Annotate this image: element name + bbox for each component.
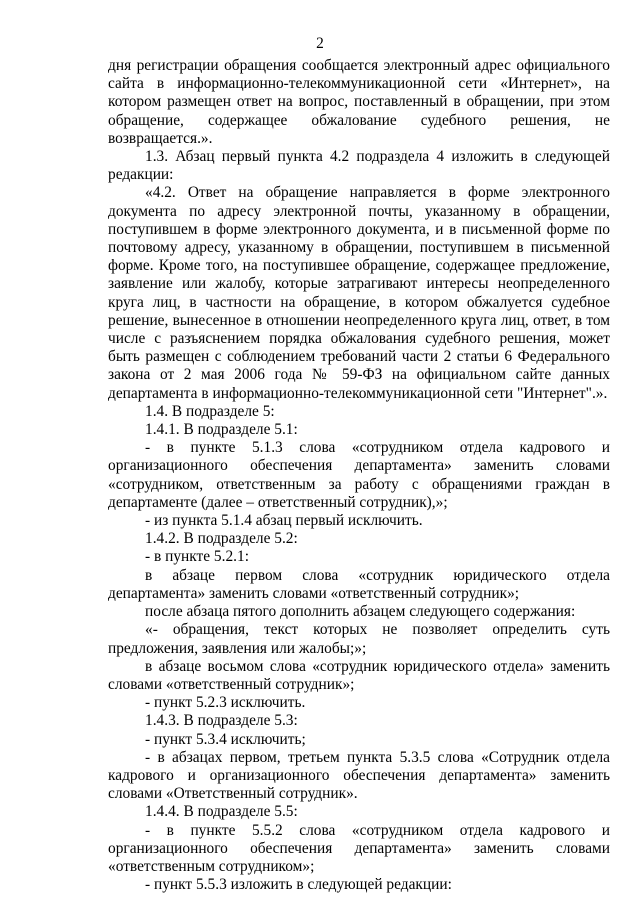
page-number: 2 [316, 35, 324, 52]
paragraph: 1.4. В подразделе 5: [145, 402, 275, 420]
paragraph: «- обращения, текст которых не позволяет определить суть предложения, заявления или жалобы;»; [108, 621, 610, 657]
paragraph: 1.4.4. В подразделе 5.5: [145, 803, 298, 821]
paragraph: - пункт 5.3.4 исключить; [145, 730, 306, 748]
paragraph: - в абзацах первом, третьем пункта 5.3.5 слова «Сотрудник отдела кадрового и организационного обеспечения департамента» заменить словами «Ответственный сотрудник». [108, 748, 610, 803]
paragraph: 1.4.2. В подразделе 5.2: [145, 530, 298, 548]
document-body [108, 57, 610, 894]
paragraph: - пункт 5.5.3 изложить в следующей редакции: [145, 876, 452, 894]
paragraph: в абзаце первом слова «сотрудник юридического отдела департамента» заменить словами «ответственный сотрудник»; [108, 566, 610, 602]
paragraph: - пункт 5.2.3 исключить. [145, 694, 306, 712]
paragraph: 1.3. Абзац первый пункта 4.2 подраздела 4 изложить в следующей редакции: [108, 148, 610, 184]
paragraph: - в пункте 5.5.2 слова «сотрудником отдела кадрового и организационного обеспечения департамента» заменить словами «ответственным сотрудником»; [108, 821, 610, 875]
paragraph: 1.4.3. В подразделе 5.3: [145, 712, 298, 730]
paragraph: дня регистрации обращения сообщается электронный адрес официального сайта в информационно-телекоммуникационной сети «Интернет», на котором размещен ответ на вопрос, поставленный в обращении, при этом обращение, содержащее обжалование судебного решения, не возвращается.». [108, 57, 610, 147]
paragraph: в абзаце восьмом слова «сотрудник юридического отдела» заменить словами «ответственный сотрудник»; [108, 657, 610, 693]
paragraph: «4.2. Ответ на обращение направляется в форме электронного документа по адресу электронной почты, указанному в обращении, поступившем в форме электронного документа, и в письменной форме по почтовому адресу, указанному в обращении, поступившем в письменной форме. Кроме того, на поступившее обращение, содержащее предложение, заявление или жалобу, которые затрагивают интересы неопределенного круга лиц, в частности на обращение, в котором обжалуется судебное решение, вынесенное в отношении неопределенного круга лиц, ответ, в том числе с разъяснением порядка обжалования судебного решения, может быть размещен с соблюдением требований части 2 статьи 6 Федерального закона от 2 мая 2006 года № 59-ФЗ на официальном сайте данных департамента в информационно-телекоммуникационной сети "Интернет".». [108, 184, 610, 402]
paragraph: 1.4.1. В подразделе 5.1: [145, 421, 298, 439]
paragraph: - в пункте 5.1.3 слова «сотрудником отдела кадрового и организационного обеспечения департамента» заменить словами «сотрудником, ответственным за работу с обращениями граждан в департаменте (далее – ответственный сотрудник),»; [108, 439, 610, 511]
paragraph: после абзаца пятого дополнить абзацем следующего содержания: [145, 603, 576, 621]
paragraph: - в пункте 5.2.1: [145, 548, 249, 566]
paragraph: - из пункта 5.1.4 абзац первый исключить. [145, 512, 423, 530]
